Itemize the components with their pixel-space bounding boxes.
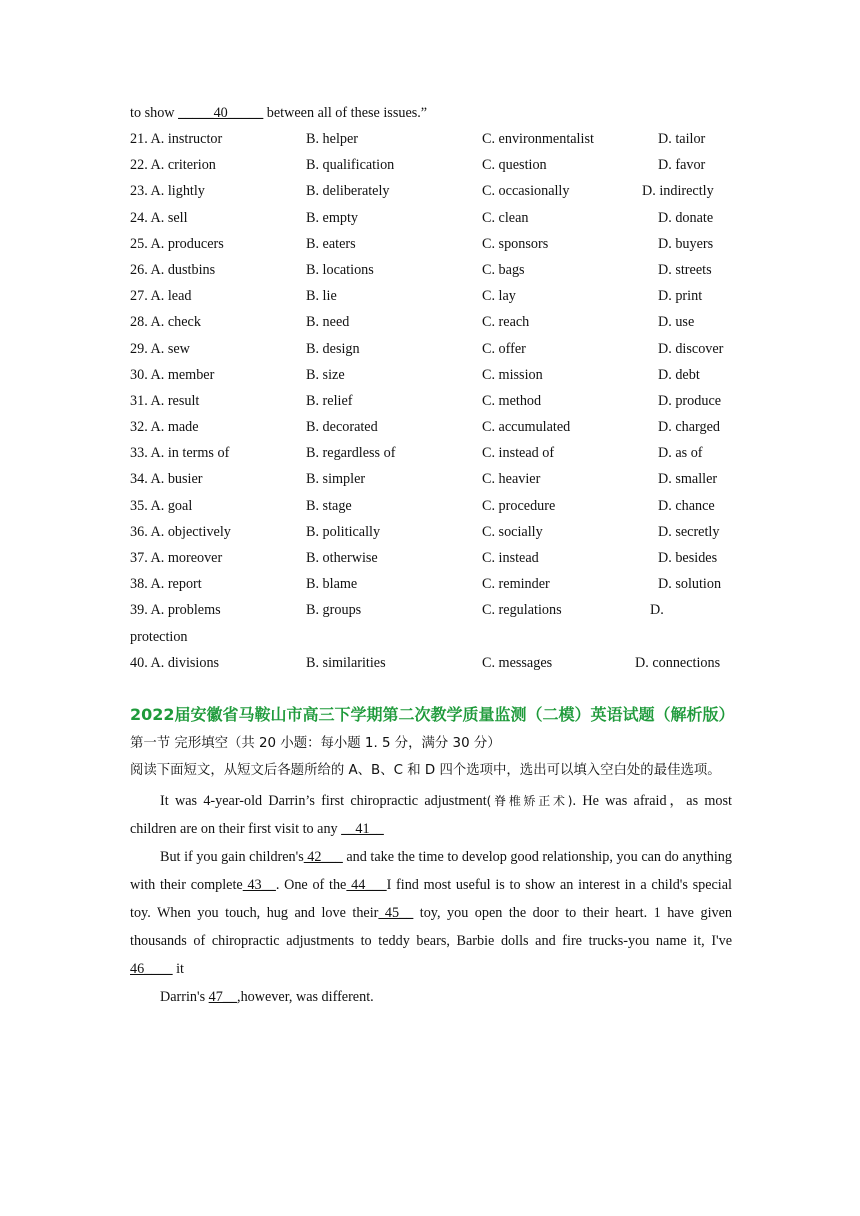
option-b: B. similarities: [306, 654, 386, 671]
blank-41: __41__: [341, 820, 384, 837]
section-title: 第一节 完形填空（共 20 小题：每小题 1. 5 分，满分 30 分）: [130, 735, 501, 751]
option-d: D. donate: [658, 209, 714, 226]
option-b: B. simpler: [306, 471, 366, 488]
option-b: B. decorated: [306, 419, 378, 436]
p1-text-2: . He was afraid，as most children are on their first visit to any: [130, 792, 732, 837]
option-c: C. regulations: [482, 602, 562, 619]
option-d: D. indirectly: [642, 183, 714, 200]
option-row: [130, 336, 732, 362]
option-row: [130, 309, 732, 335]
option-c: C. instead: [482, 550, 539, 566]
option-d: D. favor: [658, 157, 706, 174]
paragraph-3: [130, 983, 732, 1011]
p2-text-6: it: [172, 960, 184, 977]
option-b: B. groups: [306, 602, 362, 619]
stem-prefix: to show: [130, 105, 179, 121]
option-d: D. connections: [635, 654, 721, 671]
option-d: D. charged: [658, 419, 720, 436]
option-row-40: [130, 650, 732, 676]
p2-text-3: . One of the: [275, 876, 347, 893]
option-c: C. reminder: [482, 576, 550, 593]
p1-cn-note: (脊椎矫正术): [486, 793, 573, 808]
option-row: [130, 466, 732, 492]
option-row: [130, 362, 732, 388]
option-row: [130, 414, 732, 440]
option-d: D. debt: [658, 366, 700, 383]
option-a: 22. A. criterion: [130, 157, 216, 174]
option-a: 32. A. made: [130, 419, 199, 436]
blank-42: 42___: [303, 848, 343, 865]
option-d: D. produce: [658, 392, 722, 409]
option-b: B. relief: [306, 392, 353, 409]
options-list: [130, 126, 732, 597]
option-c: C. instead of: [482, 445, 555, 462]
option-a: 26. A. dustbins: [130, 261, 216, 278]
option-c: C. accumulated: [482, 419, 571, 436]
option-c: C. sponsors: [482, 235, 549, 252]
option-c: C. method: [482, 392, 542, 409]
option-a: 24. A. sell: [130, 209, 188, 226]
option-d: D. chance: [658, 497, 715, 514]
paragraph-2: [130, 843, 732, 983]
option-a: 28. A. check: [130, 314, 201, 331]
option-c: C. question: [482, 157, 547, 174]
option-a: 23. A. lightly: [130, 183, 205, 200]
option-b: B. politically: [306, 523, 381, 540]
option-b: B. blame: [306, 576, 358, 593]
option-a: 29. A. sew: [130, 340, 190, 357]
option-d: D. print: [658, 288, 703, 305]
p3-text-1: Darrin's: [160, 988, 209, 1005]
option-b: B. eaters: [306, 235, 356, 252]
option-row: [130, 283, 732, 309]
option-c: C. mission: [482, 366, 543, 383]
option-b: B. deliberately: [306, 183, 390, 200]
option-b: B. qualification: [306, 157, 395, 174]
instructions: 阅读下面短文，从短文后各题所给的 A、B、C 和 D 四个选项中，选出可以填入空白处的最佳选项。: [130, 762, 721, 778]
option-a: 30. A. member: [130, 366, 215, 383]
option-d: D. tailor: [658, 131, 706, 147]
option-c: C. socially: [482, 523, 543, 540]
option-row-39: [130, 597, 732, 623]
p1-text-1: It was 4-year-old Darrin’s first chiropractic adjustment: [160, 792, 487, 809]
p2-text-2: and take the time to develop good relationship, you can do anything with their complete: [130, 848, 732, 893]
option-d: D. solution: [658, 576, 722, 593]
exam-heading: 2022届安徽省马鞍山市高三下学期第二次教学质量监测（二模）英语试题（解析版）: [130, 704, 735, 724]
option-a: 33. A. in terms of: [130, 445, 230, 462]
option-c: C. heavier: [482, 471, 541, 488]
blank-45: 45__: [378, 904, 414, 921]
option-b: B. otherwise: [306, 550, 378, 566]
option-d: D. use: [658, 314, 695, 331]
option-d: D. discover: [658, 340, 724, 357]
option-row: [130, 152, 732, 178]
option-d: D. besides: [658, 550, 718, 566]
option-b: B. size: [306, 366, 345, 383]
p2-text-5: toy, you open the door to their heart. 1 have given thousands of chiropractic adjustments to teddy bears, Barbie dolls and fire trucks-you name it, I've: [130, 904, 732, 949]
option-c: C. reach: [482, 314, 530, 331]
p2-text-1: But if you gain children's: [160, 848, 304, 865]
option-row: [130, 126, 732, 152]
option-a: 25. A. producers: [130, 235, 224, 252]
option-c: C. occasionally: [482, 183, 570, 200]
option-c: C. messages: [482, 654, 553, 671]
option-d: D. secretly: [658, 523, 720, 540]
document-page: [130, 100, 735, 1011]
option-d-wrap: protection: [130, 628, 188, 645]
option-c: C. lay: [482, 288, 516, 305]
blank-47: 47__: [208, 988, 238, 1005]
option-c: C. bags: [482, 261, 525, 278]
option-d: D.: [650, 602, 664, 619]
option-b: B. empty: [306, 209, 359, 226]
option-c: C. offer: [482, 340, 526, 357]
option-row: [130, 388, 732, 414]
blank-44: 44___: [346, 876, 387, 893]
option-row: [130, 178, 732, 204]
question-stem-line: [130, 100, 732, 126]
option-row: [130, 205, 732, 231]
p2-text-4: I find most useful is to show an interest in a child's special toy. When you touch, hug and love their: [130, 876, 732, 921]
option-b: B. design: [306, 340, 360, 357]
blank-40: [178, 105, 263, 121]
option-b: B. locations: [306, 261, 374, 278]
option-row: [130, 440, 732, 466]
option-b: B. lie: [306, 288, 337, 305]
option-b: B. stage: [306, 497, 352, 514]
option-a: 36. A. objectively: [130, 523, 231, 540]
option-b: B. helper: [306, 131, 359, 147]
blank-40-text: _____40_____: [178, 105, 264, 121]
option-c: C. clean: [482, 209, 529, 226]
p3-text-2: ,however, was different.: [237, 988, 374, 1005]
option-c: C. procedure: [482, 497, 556, 514]
option-a: 40. A. divisions: [130, 654, 220, 671]
stem-suffix: between all of these issues.”: [263, 105, 428, 121]
option-c: C. environmentalist: [482, 131, 594, 147]
option-a: 35. A. goal: [130, 497, 193, 514]
option-d: D. streets: [658, 261, 712, 278]
option-a: 27. A. lead: [130, 288, 192, 305]
option-row-39-wrap: [130, 624, 732, 650]
option-a: 34. A. busier: [130, 471, 203, 488]
option-b: B. need: [306, 314, 350, 331]
option-a: 37. A. moreover: [130, 550, 223, 566]
option-a: 21. A. instructor: [130, 131, 223, 147]
option-row: [130, 545, 732, 571]
option-a: 38. A. report: [130, 576, 202, 593]
option-a: 31. A. result: [130, 392, 200, 409]
option-a: 39. A. problems: [130, 602, 221, 619]
option-row: [130, 231, 732, 257]
option-row: [130, 257, 732, 283]
option-d: D. as of: [658, 445, 703, 462]
blank-46: 46____: [130, 960, 173, 977]
option-row: [130, 571, 732, 597]
option-d: D. smaller: [658, 471, 718, 488]
option-row: [130, 493, 732, 519]
blank-43: 43__: [242, 876, 276, 893]
paragraph-1: [130, 787, 732, 843]
option-d: D. buyers: [658, 235, 714, 252]
option-b: B. regardless of: [306, 445, 396, 462]
option-row: [130, 519, 732, 545]
